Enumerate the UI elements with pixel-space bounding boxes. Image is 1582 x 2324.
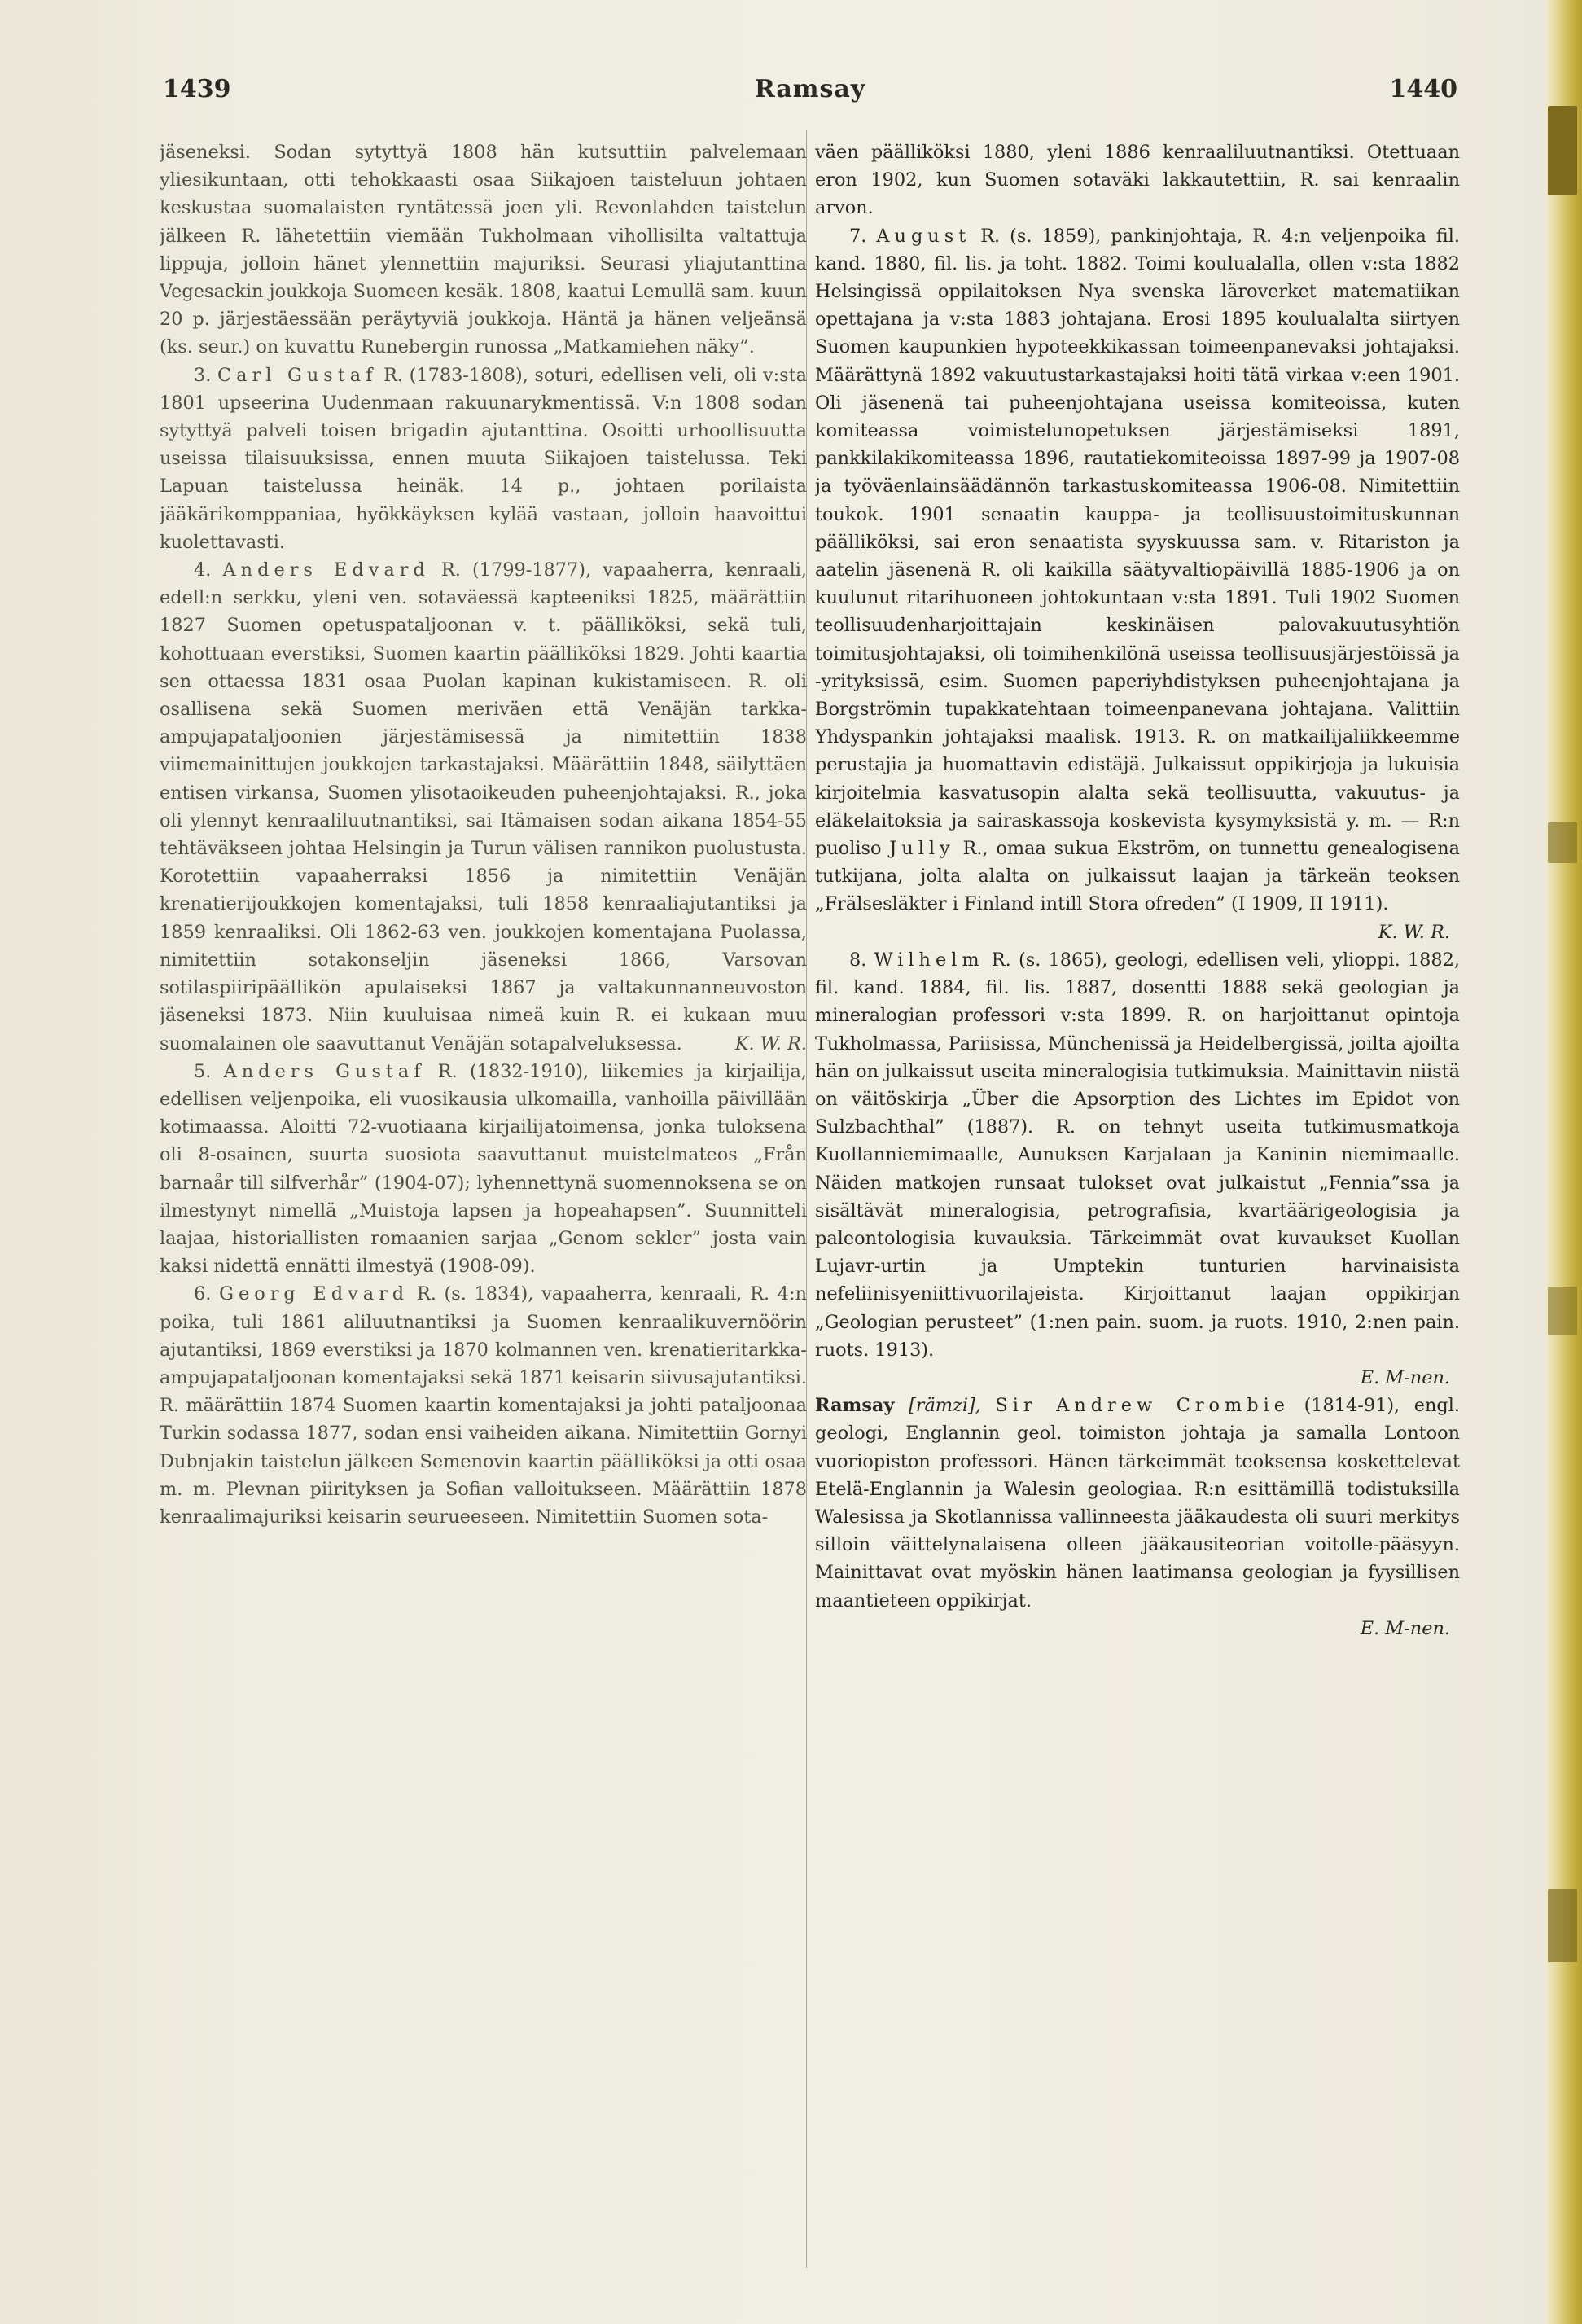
entry-number: 6. [194, 1283, 212, 1305]
entry-name: Carl Gustaf [217, 364, 378, 386]
entry-anders-edvard [160, 556, 807, 1058]
entry-text: R. (s. 1859), pankinjohtaja, R. 4:n veljenpoika fil. kand. 1880, fil. lis. ja toht. 1882. Toimi koulualalla, ollen v:sta 1882 Helsingissä oppilaitoksen Nya svenska läroverket matematiikan opettajana ja v:sta 1883 johtajana. Erosi 1895 koulualalta siirtyen Suomen kaupunkien hypoteekkikassan toimeenpanevaksi johtajaksi. Määrättynä 1892 vakuutustarkastajaksi hoiti tätä virkaa v:een 1901. Oli jäsenenä tai puheenjohtajana useissa komiteoissa, kuten komiteassa voimistelunopetuksen järjestämiseksi 1891, pankkilakikomiteassa 1896, rautatiekomiteoissa 1897-99 ja 1907-08 ja työväenlainsäädännön tarkastuskomiteassa 1906-08. Nimitettiin toukok. 1901 senaatin kauppa- ja teollisuustoimituskunnan päälliköksi, sai eron senaatista syyskuussa sam. v. Ritariston ja aatelin jäsenenä R. oli kaikilla säätyvaltiopäivillä 1885-1906 ja on kuulunut ritarihuoneen johtokuntaan v:sta 1891. Tuli 1902 Suomen teollisuudenharjoittajain keskinäisen palovakuutusyhtiön toimitusjohtajaksi, oli toimihenkilönä useissa teollisuusjärjestöissä ja -yrityksissä, esim. Suomen paperiyhdistyksen puheenjohtajana ja Borgströmin tupakkatehtaan toimeenpanevana johtajana. Valittiin Yhdyspankin johtajaksi maalisk. 1913. R. on matkailijaliikkeemme perustajia ja huomattavin edistäjä. Julkaissut oppikirjoja ja lukuisia kirjoitelmia kasvatusopin alalta sekä teollisuutta, vakuutus- ja eläkelaitoksia ja sairaskassoja koskevista kysymyksistä y. m. — R:n puoliso [815, 225, 1460, 860]
entry-wilhelm [815, 946, 1460, 1392]
entry-name: Anders Edvard [222, 559, 430, 581]
author-signature: K. W. R. [734, 1033, 807, 1055]
left-page-number: 1439 [163, 75, 231, 103]
left-column [160, 138, 807, 2272]
entry-name: Anders Gustaf [223, 1060, 426, 1082]
entry-number: 8. [849, 949, 867, 971]
entry-number: 4. [194, 559, 212, 581]
entry-name: Sir Andrew Crombie [995, 1395, 1291, 1417]
entry-name: August [876, 225, 971, 247]
entry-text: R. (1799-1877), vapaaherra, kenraali, edell:n serkku, yleni ven. sotaväessä kapteeniksi 1825, määrättiin 1827 Suomen opetuspataljoonan v. t. päälliköksi, sekä tuli, kohottuaan everstiksi, Suomen kaartin päälliköksi 1829. Johti kaartia sen ottaessa 1831 osaa Puolan kapinan kukistamiseen. R. oli osallisena sekä Suomen meriväen että Venäjän tarkka-ampujapataljoonien järjestämisessä ja nimitettiin 1838 viimemainittujen joukkojen tarkastajaksi. Määrättiin 1848, säilyttäen entisen virkansa, Suomen ylisotaoikeuden puheenjohtajaksi. R., joka oli ylennyt kenraaliluutnantiksi, sai Itämaisen sodan aikana 1854-55 tehtäväkseen johtaa Helsingin ja Turun välisen rannikon puolustusta. Korotettiin vapaaherraksi 1856 ja nimitettiin Venäjän krenatierijoukkojen komentajaksi, tuli 1858 kenraaliajutantiksi ja 1859 kenraaliksi. Oli 1862-63 ven. joukkojen komentajana Puolassa, nimitettiin sotakonseljin jäseneksi 1866, Varsovan sotilaspiiripäällikön apulaiseksi 1867 ja valtakunnanneuvoston jäseneksi 1873. Niin kuuluisaa nimeä kuin R. ei kukaan muu suomalainen ole saavuttanut Venäjän sotapalveluksessa. [160, 559, 807, 1055]
paragraph-text: jäseneksi. Sodan sytyttyä 1808 hän kutsuttiin palvelemaan yliesikuntaan, otti tehokkaasti osaa Siikajoen taisteluun johtaen keskustaa suomalaisten ryntätessä joen yli. Revonlahden taistelun jälkeen R. lähetettiin viemään Tukholmaan vihollisilta valtattuja lippuja, jolloin hänet ylennettiin majuriksi. Seurasi yliajutanttina Vegesackin joukkoja Suomeen kesäk. 1808, kaatui Lemullä sam. kuun 20 p. järjestäessään peräytyviä joukkoja. Häntä ja hänen veljeänsä (ks. seur.) on kuvattu Runebergin runossa „Matkamiehen näky”. [160, 142, 807, 358]
paragraph-text: väen päälliköksi 1880, yleni 1886 kenraaliluutnantiksi. Otettuaan eron 1902, kun Suomen sotaväki lakkautettiin, R. sai kenraalin arvon. [815, 142, 1460, 219]
right-column [815, 138, 1460, 2272]
author-signature: E. M-nen. [1360, 1366, 1450, 1388]
entry-text: (1814-91), engl. geologi, Englannin geol. toimiston johtaja ja samalla Lontoon vuoriopiston professori. Hänen tärkeimmät teoksensa koskettelevat Etelä-Englannin ja Walesin geologiaa. R:n esittämillä todistuksilla Walesissa ja Skotlannissa vallinneesta jääkaudesta oli suuri merkitys silloin väittelynalaisena olleen jääkausiteorian voitolle-pääsyyn. Mainittavat ovat myöskin hänen laatimansa geologian ja fyysillisen maantieteen oppikirjat. [815, 1395, 1460, 1611]
running-title: Ramsay [754, 75, 866, 103]
thumb-tab [1548, 822, 1577, 863]
entry-text: R. (s. 1865), geologi, edellisen veli, ylioppi. 1882, fil. kand. 1884, fil. lis. 1887, dosentti 1888 sekä geologian ja mineralogian professori v:sta 1899. R. on harjoittanut opintoja Tukholmassa, Pariisissa, Münchenissä ja Heidelbergissä, joilta ajoilta hän on julkaissut useita mineralogisia tutkimuksia. Mainittavin niistä on väitöskirja „Über die Apsorption des Lichtes im Epidot von Sulzbachthal” (1887). R. on tehnyt useita tutkimusmatkoja Kuollanniemimaalle, Aunuksen Karjalaan ja Kaninin niemimaalle. Näiden matkojen runsaat tulokset ovat julkaistut „Fennia”ssa ja sisältävät mineralogisia, petrografisia, kvartäärigeologisia ja paleontologisia kuvauksia. Tärkeimmät ovat kuvaukset Kuollan Lujavr-urtin ja Umptekin tunturien harvinaisista nefeliinisyeniittivuorilajeista. Kirjoittanut laajan oppikirjan „Geologian perusteet” (1:nen pain. suom. ja ruots. 1910, 2:nen pain. ruots. 1913). [815, 949, 1460, 1361]
entry-number: 5. [194, 1060, 212, 1082]
entry-text: R. (1783-1808), soturi, edellisen veli, oli v:sta 1801 upseerina Uudenmaan rakuunarykmentissä. V:n 1808 sodan sytyttyä palveli toisen brigadin ajutanttina. Osoitti urhoollisuutta useissa tilaisuuksissa, ennen muuta Siikajoen taistelussa. Teki Lapuan taistelussa heinäk. 14 p., johtaen porilaista jääkärikomppaniaa, hyökkäyksen kylää vastaan, jolloin haavoittui kuolettavasti. [160, 364, 807, 553]
thumb-tab [1548, 1287, 1577, 1335]
entry-text: R., omaa sukua Ekström, on tunnettu genealogisena tutkijana, jolta alalta on julkaissut laajan ja tärkeän teoksen „Frälsesläkter i Finland intill Stora ofreden” (I 1909, II 1911). [815, 838, 1460, 915]
entry-text: R. (1832-1910), liikemies ja kirjailija, edellisen veljenpoika, eli vuosikausia ulkomailla, vanhoilla päivillään kotimaassa. Aloitti 72-vuotiaana kirjailijatoimensa, jonka tuloksena oli 8-osainen, suurta suosiota saavuttanut muistelmateos „Från barnaår till silfverhår” (1904-07); lyhennettynä suomennoksena se on ilmestynyt nimellä „Muistoja lapsen ja hopeahapsen”. Suunnitteli laajaa, historiallisten romaanien sarjaa „Genom sekler” josta vain kaksi nidettä ennätti ilmestyä (1908-09). [160, 1060, 807, 1278]
entry-name: Georg Edvard [219, 1283, 410, 1305]
entry-andrew-crombie [815, 1392, 1460, 1642]
page-edge-thumb-index [1545, 0, 1582, 2324]
paragraph [160, 138, 807, 362]
entry-georg-edvard [160, 1280, 807, 1531]
entry-name: Jully [889, 838, 955, 860]
pronunciation: [rämzi], [909, 1395, 981, 1417]
entry-anders-gustaf [160, 1058, 807, 1281]
running-header [163, 75, 1457, 116]
thumb-tab [1548, 1889, 1577, 1962]
entry-number: 7. [849, 225, 867, 247]
entry-august [815, 222, 1460, 946]
right-page-number: 1440 [1389, 75, 1457, 103]
author-signature: K. W. R. [1378, 921, 1450, 943]
entry-name: Wilhelm [874, 949, 984, 971]
entry-text: R. (s. 1834), vapaaherra, kenraali, R. 4:n poika, tuli 1861 aliluutnantiksi ja Suomen kenraalikuvernöörin ajutantiksi, 1869 everstiksi ja 1870 kolmannen ven. krenatieritarkka-ampujapataljoonan komentajaksi sekä 1871 keisarin siivusajutantiksi. R. määrättiin 1874 Suomen kaartin komentajaksi ja johti pataljoonaa Turkin sodassa 1877, sodan ensi vaiheiden aikana. Nimitettiin Gornyi Dubnjakin taistelun jälkeen Semenovin kaartin päälliköksi ja otti osaa m. m. Plevnan piirityksen ja Sofian valloitukseen. Määrättiin 1878 kenraalimajuriksi keisarin seurueeseen. Nimitettiin Suomen sota- [160, 1283, 807, 1528]
entry-number: 3. [194, 364, 212, 386]
entry-carl-gustaf [160, 362, 807, 556]
thumb-tab [1548, 106, 1577, 195]
entry-headword: Ramsay [815, 1395, 895, 1417]
paragraph [815, 138, 1460, 222]
author-signature: E. M-nen. [1360, 1617, 1450, 1639]
